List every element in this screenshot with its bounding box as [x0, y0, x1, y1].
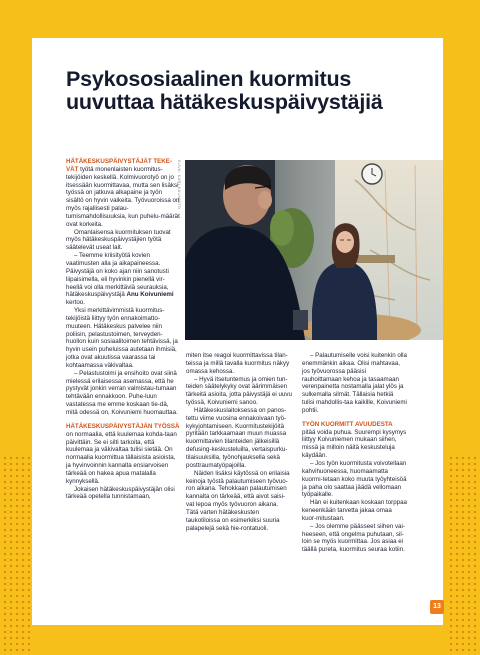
article-photo [185, 160, 443, 340]
photo-credit: KUVA: KARI KAUNISTO [177, 160, 182, 210]
body-paragraph: on normaalia, että kuulemaa kohda-taan päivittäin. Se ei silti tarkoita, että kuulemaa ja väkivaltaa tulisi sietää. On normaalia kuormittua tällaisista asioista, ja hyvinvoinnin kannalta ensiarvoisen tärkeää on hakea apua matalalla kynnyksellä. [66, 430, 177, 485]
body-paragraph: – Teemme kriisityötä kovien vaatimusten alla ja aikapaineessa. Päivystäjä on koko ajan niin sanotusti liipaisimella, eli hyvinkin pienellä vir-heellä voi olla merkittäviä seurauksia, hätäkeskuspäivystäjä Anu Koivuniemi kertoo. [66, 252, 174, 307]
person-name: Anu Koivuniemi [126, 291, 174, 299]
decorative-dot-pattern-right [448, 455, 476, 655]
body-paragraph: Hän ei kuitenkaan koskaan torppaa keneenkään tarvetta jakaa omaa kuor-mitustaan. [302, 499, 408, 522]
lead-in: HÄTÄKESKUSPÄIVYSTÄJÄT TEKE-VÄT [66, 158, 172, 173]
article-column-1 [66, 158, 180, 501]
article-column-2 [186, 352, 292, 532]
intro-paragraph: HÄTÄKESKUSPÄIVYSTÄJÄT TEKE-VÄT työtä monenlaisten kuormitus-tekijöiden keskellä. Kolmivuorotyö on jo itsessään kuormittavaa, mutta sen lisäksi työssä on jatkuva alkapaine ja työn sisältö on hyvin vaikeita. Työvuoroissa on myös rajallisesti palau-tumismahdollisuuksia, kun puhelu-määrät ovat korkeita. [66, 158, 180, 228]
body-paragraph: Näiden lisäksi käytössä on erilaisia keinoja työstä palautumiseen työvuo-ron aikana. Tehokkaan palautumisen kannalta on tärkeää, että aivot saisi-vat lepoa myös työvuoron aikana. Tätä varten hätäkeskusten taukotiloissa on esimerkiksi suuria palapelejä sekä hie-rontatuoli. [186, 469, 290, 532]
article-title: Psykososiaalinen kuormitus uuvuttaa hätäkeskuspäivystäjiä [66, 67, 383, 114]
dispatchers-photo [185, 160, 443, 340]
body-paragraph: Yksi merkittävimmistä kuormitus-tekijöistä liittyy työn ennakoimatto-muuteen. Hätäkeskus palvelee niin poliisin, pelastustoimen, terveyden-huollon kuin sosiaalitoimen tehtävissä, ja hyvin usein puheluissa autetaan ihmisiä, jotka ovat akuutissa vaarassa tai kohtaamassa väkivaltaa. [66, 307, 178, 369]
body-paragraph: Hätäkeskuslaitoksessa on panos-tettu viime vuosina ennakoivaan työ-kykyjohtamiseen. Kuormitustekijöitä pyritään tarkkaamaan muun muassa kuormittavien tilanteiden jälkeisillä defusing-keskusteluilla, vertaispurku-tilaisuuksilla, työnohjauksella sekä posttraumatyöpajoilla. [186, 406, 288, 469]
body-paragraph: – Hyvä itsetuntemus ja omien tun-teiden säätelykyky ovat äärimmäisen tärkeitä asioita, jotta päivystäjä ei uuvu työssä, Koivuniemi sanoo. [186, 375, 292, 407]
subheading: TYÖN KUORMITT AVUUDESTA [302, 420, 393, 428]
article-column-3 [302, 352, 407, 554]
page-number: 13 [430, 600, 444, 614]
subheading: HÄTÄKESKUSPÄIVYSTÄJÄN TYÖSSÄ [66, 422, 180, 430]
subheading-paragraph: TYÖN KUORMITT AVUUDESTA pitää voida puhua. Suurempi kysymys liittyy Koivuniemen mukaan siihen, missä ja milloin näitä keskusteluja käydään. [302, 420, 407, 460]
body-paragraph: Jokaisen hätäkeskuspäivystäjän olisi tärkeää opetella tunnistamaan, [66, 485, 175, 501]
body-paragraph: miten itse reagoi kuormittavissa tilan-teissa ja millä tavalla kuormitus näkyy omassa kehossa. [186, 352, 290, 375]
body-paragraph: – Jos olemme päässeet siihen vai-heeseen, että ongelma puhutaan, sil-loin se myös kuormittaa. Jos asiaa ei täällä pureta, kuormitus seuraa kotiin. [302, 522, 405, 554]
body-paragraph: – Pelastustoimi ja ensihoito ovat siinä mielessä erilaisessa asemassa, että he pystyvät jonkin verran valmistau-tumaan tehtävään ennakkoon. Puhe-luun vastatessa me emme koskaan tie-dä, mitä odessä on, Koivuniemi huomauttaa. [66, 369, 178, 416]
body-paragraph: – Palautumiselle voisi kuitenkin olla enemmänkin aikaa. Olisi mahtavaa, jos työvuorossa pääsisi rauhoittamaan kehoa ja tasaamaan verenpainetta nostamalla jalat ylös ja sulkemalla silmät. Tällaisia hetkiä tulisi mahdollis-taa kaikille, Koivuniemi pohtii. [302, 352, 407, 414]
decorative-dot-pattern-left [2, 455, 30, 655]
body-paragraph: – Jos työn kuormitusta voivotellaan kahvihuoneessa, huomaamatta kuormi-tetaan koko muuta työyhteisöä ja paha olo saattaa jäädä vellomaan työpaikalle. [302, 459, 407, 499]
body-paragraph: Omanlaisensa kuormituksen tuovat myös hätäkeskuspäivystäjien työtä säätelevät useat lait. [66, 228, 171, 252]
